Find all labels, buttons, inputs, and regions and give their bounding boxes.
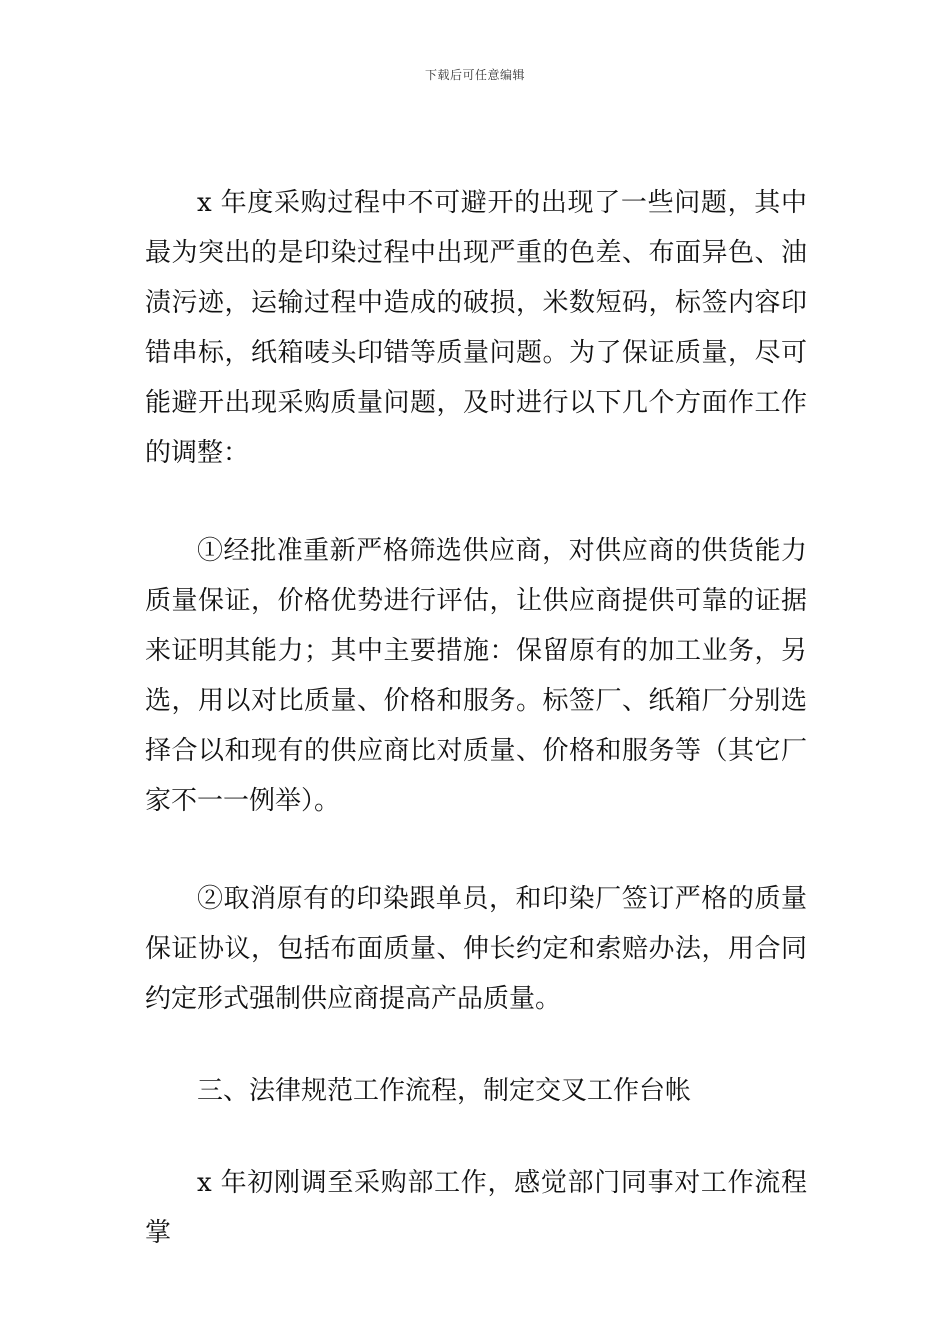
paragraph-spacer [145, 1024, 807, 1066]
paragraph-quality-agreement: ②取消原有的印染跟单员，和印染厂签订严格的质量保证协议，包括布面质量、伸长约定和索赔办法，用合同约定形式强制供应商提高产品质量。 [145, 884, 807, 1014]
document-body [145, 178, 807, 1258]
paragraph-procurement-issues: x 年度采购过程中不可避开的出现了一些问题，其中最为突出的是印染过程中出现严重的色差、布面异色、油渍污迹，运输过程中造成的破损，米数短码，标签内容印错串标，纸箱唛头印错等质量问题。为了保证质量，尽可能避开出现采购质量问题，及时进行以下几个方面作工作的调整： [145, 188, 807, 468]
section-heading-workflow: 三、法律规范工作流程，制定交叉工作台帐 [197, 1076, 692, 1106]
paragraph-spacer [145, 478, 807, 526]
paragraph-workflow-intro: x 年初刚调至采购部工作，感觉部门同事对工作流程掌 [145, 1168, 807, 1248]
paragraph-spacer [145, 826, 807, 874]
page-header: 下载后可任意编辑 [424, 68, 525, 82]
paragraph-supplier-screening: ①经批准重新严格筛选供应商，对供应商的供货能力质量保证，价格优势进行评估，让供应商提供可靠的证据来证明其能力；其中主要措施：保留原有的加工业务，另选，用以对比质量、价格和服务。标签厂、纸箱厂分别选择合以和现有的供应商比对质量、价格和服务等（其它厂家不一一例举）。 [145, 536, 807, 816]
paragraph-spacer [145, 1116, 807, 1158]
